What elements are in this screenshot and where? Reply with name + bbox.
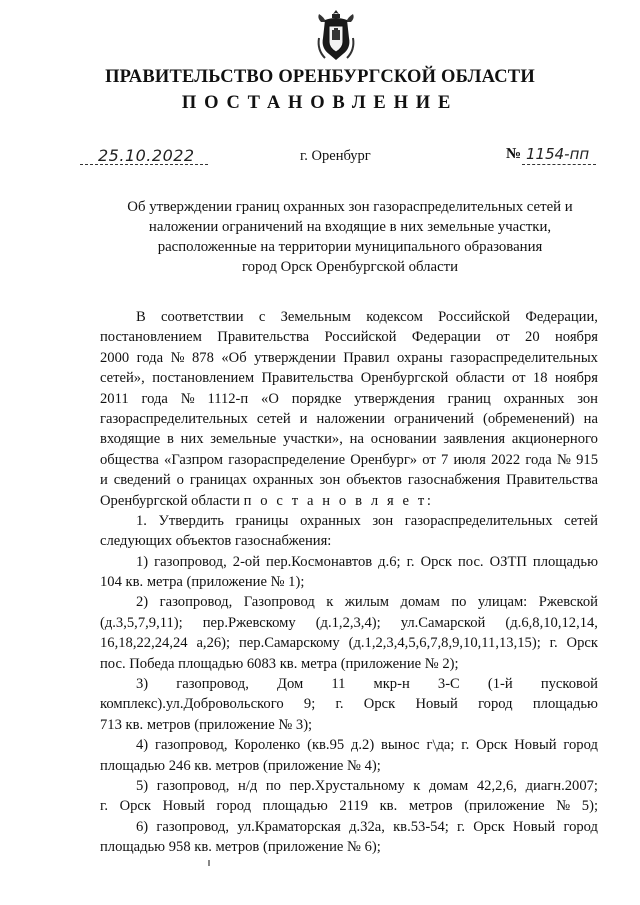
body-word: на: [583, 410, 598, 427]
body-word: (д.1,2,3,4,5,6,7,8,9,10,11,13,15);: [348, 635, 541, 652]
body-word: д.2): [350, 737, 375, 754]
body-word: Дом: [276, 676, 304, 693]
body-word: газопровод,: [154, 737, 228, 754]
document-date: 25.10.2022: [98, 146, 195, 165]
body-word: г.: [406, 553, 415, 570]
body-line: [100, 552, 598, 572]
body-word: (д.3,5,7,9,11);: [100, 614, 183, 631]
body-word: объектов: [346, 472, 402, 489]
body-word: домам: [400, 594, 440, 611]
document-number: 1154-пп: [526, 145, 590, 163]
body-line-text: пос. Победа площадью 6083 кв. метра (приложение № 2);: [100, 655, 459, 672]
body-word: ноября: [554, 370, 598, 387]
body-word: пос.: [457, 553, 484, 570]
body-word: от: [422, 451, 436, 468]
body-word: от: [511, 370, 526, 387]
body-line: [100, 511, 598, 531]
body-line-decree: [100, 491, 598, 511]
body-word: года: [141, 390, 168, 407]
body-word: Новый: [512, 818, 556, 835]
body-word: Федерации: [411, 329, 481, 346]
document-city: г. Оренбург: [300, 148, 371, 164]
body-word: ОЗТП: [489, 553, 527, 570]
body-word: 3): [136, 676, 149, 693]
body-word: акционерного: [511, 431, 598, 448]
body-word: г.: [100, 798, 108, 815]
body-word: газопровод,: [156, 818, 229, 835]
body-word: Утвердить: [158, 512, 224, 529]
body-word: д.32а,: [349, 818, 385, 835]
body-word: 20: [525, 329, 540, 346]
body-word: Орск: [476, 737, 508, 754]
subject-line: наложении ограничений на входящие в них земельные участки,: [148, 219, 552, 235]
body-word: газораспределительных: [100, 410, 248, 427]
body-word: 2): [136, 594, 149, 611]
body-word: 9;: [303, 696, 316, 713]
body-word: сведений: [113, 472, 171, 489]
body-word: а,26);: [196, 635, 231, 652]
body-word: Орск: [119, 798, 151, 815]
body-word: ограничений: [393, 410, 474, 427]
body-word: 5): [136, 777, 149, 794]
body-word: 18: [532, 370, 548, 387]
coat-of-arms-icon: [315, 8, 357, 64]
body-word: Орск: [473, 818, 505, 835]
body-word: г.: [335, 696, 344, 713]
body-word: и: [100, 472, 108, 489]
body-word: 11: [331, 676, 346, 693]
body-word: газораспределение: [228, 451, 346, 468]
body-word: от: [496, 329, 510, 346]
body-word: газопровод,: [156, 777, 230, 794]
body-word: по: [451, 594, 467, 611]
body-word: метров: [408, 798, 453, 815]
body-word: №: [556, 798, 571, 815]
body-word: о: [176, 472, 184, 489]
body-word: площадью: [532, 553, 598, 570]
body-word: зон: [319, 472, 341, 489]
number-sign: №: [506, 146, 522, 162]
body-word: «Газпром: [164, 451, 224, 468]
body-line-text: площадью 246 кв. метров (приложение № 4);: [100, 757, 381, 774]
body-word: Короленко: [234, 737, 301, 754]
body-word: к: [413, 777, 421, 794]
body-word: город: [478, 696, 513, 713]
body-word: пер.Ржевскому: [202, 614, 296, 631]
body-word: пер.Самарскому: [238, 635, 340, 652]
body-line: [100, 450, 598, 470]
body-line: [100, 327, 598, 347]
document-body: [100, 307, 598, 858]
body-word: Российской: [438, 309, 511, 325]
body-word: В: [136, 309, 146, 325]
body-word: зон: [372, 512, 394, 529]
body-word: общества: [100, 451, 159, 468]
body-word: на: [349, 431, 364, 448]
body-word: них: [180, 431, 204, 448]
body-word: 2119: [339, 798, 368, 815]
body-word: 915: [576, 451, 598, 468]
body-word: заявления: [443, 431, 506, 448]
body-line: [100, 837, 598, 857]
body-line: [100, 429, 598, 449]
body-line: [100, 796, 598, 816]
body-word: постановлением: [100, 329, 202, 346]
body-word: Новый: [415, 696, 458, 713]
body-word: г\да;: [426, 737, 455, 754]
body-word: по: [265, 777, 281, 794]
body-word: наложении: [316, 410, 385, 427]
body-word: утверждения: [354, 390, 435, 407]
body-word: (д.1,2,3,4);: [315, 614, 381, 631]
body-word: 42,2,6,: [476, 777, 517, 794]
body-word: Правил: [343, 349, 390, 366]
body-word: порядке: [291, 390, 342, 407]
body-word: газораспределительных: [404, 512, 553, 529]
body-word: 16,18,22,24,24: [100, 635, 188, 652]
body-word: утверждении: [254, 349, 336, 366]
body-word: сетей: [256, 410, 291, 427]
body-word: 1112-п: [207, 390, 249, 407]
body-word: г.: [549, 635, 558, 652]
body-word: г.: [457, 818, 466, 835]
body-word: пусковой: [540, 676, 598, 693]
body-word: Земельным: [280, 309, 351, 325]
body-word: границ: [447, 390, 491, 407]
body-word: «О: [261, 390, 279, 407]
body-word: (приложение: [464, 798, 545, 815]
body-word: июля: [453, 451, 486, 468]
body-word: границы: [235, 512, 289, 529]
body-line: [100, 307, 598, 327]
body-word: кв.53-54;: [393, 818, 449, 835]
government-title: ПРАВИТЕЛЬСТВО ОРЕНБУРГСКОЙ ОБЛАСТИ: [105, 67, 535, 87]
body-line: [100, 735, 598, 755]
body-word: (1-й: [487, 676, 513, 693]
subject-line: город Орск Оренбургской области: [241, 259, 459, 275]
body-word: охранных: [503, 390, 565, 407]
body-word: ноября: [555, 329, 598, 346]
body-word: 1): [136, 553, 149, 570]
body-word: 3-С: [437, 676, 460, 693]
body-word: границах: [189, 472, 247, 489]
body-word: 2000: [100, 349, 130, 366]
body-word: с: [258, 309, 266, 325]
body-word: №: [556, 451, 571, 468]
body-word: город: [216, 798, 252, 815]
body-word: Ржевской: [538, 594, 598, 611]
body-word: участки»,: [283, 431, 343, 448]
subject-line: расположенные на территории муниципального образования: [157, 239, 543, 255]
body-word: №: [180, 390, 195, 407]
body-word: вынос: [381, 737, 420, 754]
body-word: д.6;: [378, 553, 401, 570]
body-word: 2022: [491, 451, 521, 468]
body-line-text: площадью 958 кв. метров (приложение № 6);: [100, 839, 381, 856]
body-line: [100, 776, 598, 796]
body-word: газопровод,: [159, 594, 233, 611]
body-line: [100, 409, 598, 429]
body-word: 7: [440, 451, 449, 468]
body-word: земельные: [210, 431, 277, 448]
body-word: город: [563, 737, 598, 754]
body-word: Газопровод: [243, 594, 315, 611]
body-word: пер.Хрустальному: [289, 777, 405, 794]
body-word: в: [166, 431, 174, 448]
body-word: области: [455, 370, 505, 387]
body-word: г.: [461, 737, 470, 754]
body-word: зон: [577, 390, 598, 407]
body-line: [100, 654, 598, 674]
body-line: [100, 633, 598, 653]
body-word: Правительства: [217, 329, 310, 346]
body-word: Новый: [162, 798, 205, 815]
body-word: домам: [428, 777, 469, 794]
subject-line: Об утверждении границ охранных зон газораспределительных сетей и: [127, 199, 573, 215]
body-line: [100, 389, 598, 409]
document-type: ПОСТАНОВЛЕНИЕ: [181, 93, 459, 113]
document-subject: [100, 197, 600, 277]
body-word: 6): [136, 818, 149, 835]
body-word: жилым: [344, 594, 390, 611]
body-word: комплекс).ул.Добровольского: [100, 696, 284, 713]
body-word: ул.Самарской: [400, 614, 486, 631]
body-word: (кв.95: [307, 737, 345, 754]
body-word: город: [563, 818, 598, 835]
body-word: «Об: [221, 349, 247, 366]
body-word: ул.Краматорская: [237, 818, 341, 835]
body-word: Орск: [420, 553, 452, 570]
scan-mark: [208, 860, 210, 866]
body-line: [100, 572, 598, 592]
body-word: Правительства: [261, 370, 354, 387]
body-line: [100, 817, 598, 837]
decree-word: п о с т а н о в л я е т:: [243, 492, 434, 509]
body-line: [100, 368, 598, 388]
body-word: Оренбург»: [350, 451, 418, 468]
body-word: Федерации,: [525, 309, 598, 325]
body-word: и: [299, 410, 308, 427]
body-word: охранных: [252, 472, 314, 489]
body-word: Новый: [514, 737, 557, 754]
body-line: [100, 613, 598, 633]
body-word: улицам:: [477, 594, 528, 611]
body-word: пер.Космонавтов: [266, 553, 373, 570]
body-line: [100, 756, 598, 776]
body-word: года: [136, 349, 164, 366]
body-line: Оренбургской области: [100, 492, 240, 509]
body-line: [100, 470, 598, 490]
body-word: сетей»,: [100, 370, 145, 387]
body-word: 2011: [100, 390, 129, 407]
body-word: соответствии: [161, 309, 244, 325]
body-word: 4): [136, 737, 149, 754]
body-line: [100, 348, 598, 368]
body-line: [100, 592, 598, 612]
body-word: площадью: [532, 696, 598, 713]
body-word: (обременений): [482, 410, 575, 427]
body-word: года: [525, 451, 552, 468]
body-line: [100, 694, 598, 714]
body-word: площадью: [262, 798, 328, 815]
body-line-text: 104 кв. метра (приложение № 1);: [100, 574, 305, 591]
body-word: 1.: [136, 512, 147, 529]
body-word: диагн.2007;: [525, 777, 598, 794]
body-word: постановлением: [152, 370, 255, 387]
body-word: мкр-н: [373, 676, 410, 693]
body-word: 5);: [581, 798, 598, 815]
body-word: Орск: [363, 696, 396, 713]
body-word: охраны: [397, 349, 443, 366]
body-word: входящие: [100, 431, 161, 448]
body-word: к: [326, 594, 334, 611]
body-word: н/д: [237, 777, 258, 794]
body-word: газоснабжения: [407, 472, 501, 489]
body-word: охранных: [300, 512, 361, 529]
body-word: основании: [370, 431, 437, 448]
body-word: Орск: [566, 635, 598, 652]
date-underline: [80, 163, 208, 165]
body-word: 878: [191, 349, 214, 366]
body-word: Российской: [324, 329, 397, 346]
body-word: (д.6,8,10,12,14,: [505, 614, 598, 631]
number-underline: [522, 163, 596, 165]
body-word: Правительства: [506, 472, 598, 489]
body-line: [100, 715, 598, 735]
body-line: [100, 531, 598, 551]
body-word: Оренбургской: [360, 370, 449, 387]
body-word: сетей: [564, 512, 598, 529]
body-word: 2-ой: [232, 553, 261, 570]
body-line: [100, 674, 598, 694]
body-word: газопровод,: [176, 676, 249, 693]
body-word: газораспределительных: [450, 349, 598, 366]
body-line-text: 713 кв. метров (приложение № 3);: [100, 716, 313, 733]
body-word: №: [170, 349, 185, 366]
body-word: кодексом: [366, 309, 423, 325]
body-line-text: следующих объектов газоснабжения:: [100, 533, 332, 550]
body-word: газопровод,: [154, 553, 227, 570]
body-word: кв.: [379, 798, 398, 815]
